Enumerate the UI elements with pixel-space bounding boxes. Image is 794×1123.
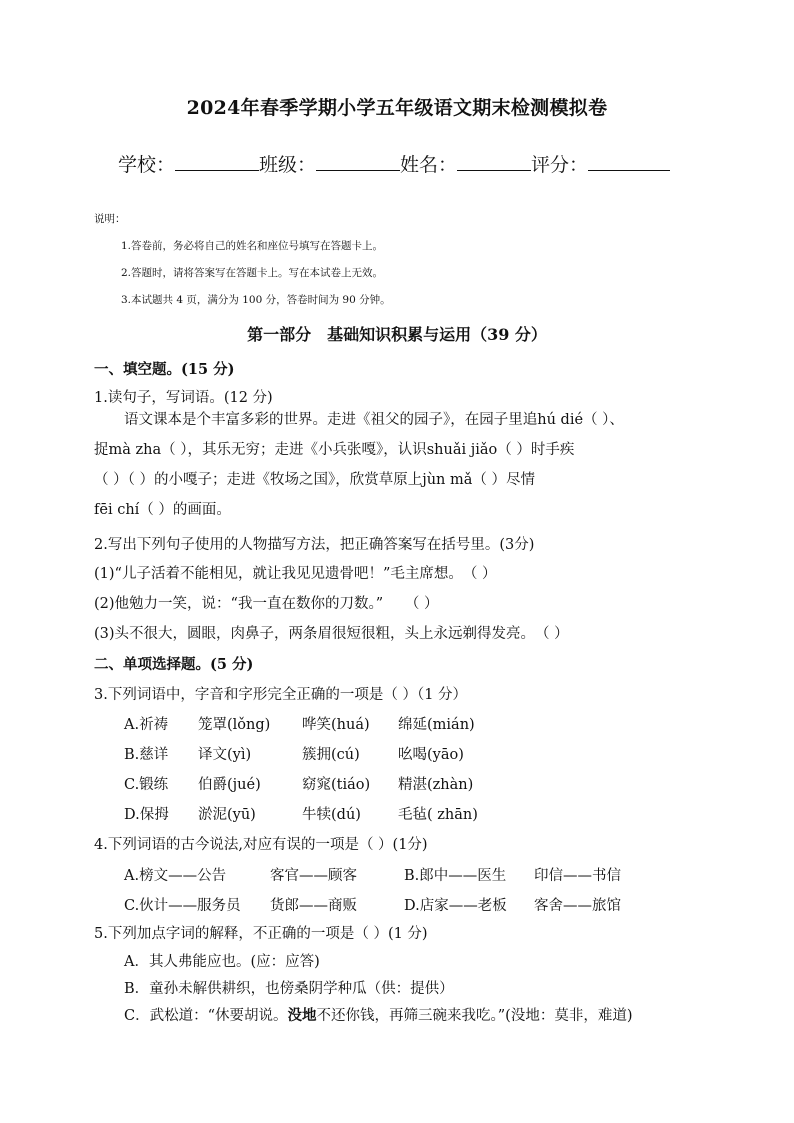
option-line [124,1004,633,1025]
option-text: C．武松道：“休要胡说。 [124,1008,288,1024]
exam-title: 2024年春季学期小学五年级语文期末检测模拟卷 [186,97,608,119]
option-label: D.保拇 [124,807,169,823]
option-pair: D.店家——老板 [404,898,507,914]
option-line: A．其人弗能应也。(应：应答) [124,954,320,970]
option-pair: C.伙计——服务员 [124,898,241,914]
option-word: 窈窕(tiáo) [302,777,371,793]
question-item: (3)头不很大，圆眼，肉鼻子，两条眉很短很粗，头上永远剃得发亮。 （ ） [94,626,569,642]
option-pair: 货郎——商贩 [270,898,357,914]
class-field[interactable] [316,150,400,171]
question-title: 1.读句子，写词语。(12 分) [94,390,273,406]
part-heading: 第一部分 基础知识积累与运用（39 分） [247,325,547,344]
option-word: 毛毡( zhān) [398,807,478,823]
passage-line: 捉mà zha（ ），其乐无穷；走进《小兵张嘎》，认识shuǎi jiǎo（ ）时手疾 [94,442,575,458]
option-pair: 印信——书信 [534,868,621,884]
section-heading: 二、单项选择题。(5 分) [94,656,254,673]
option-word: 伯爵(jué) [198,777,261,793]
passage-line: fēi chí（ ）的画面。 [94,502,231,518]
name-field[interactable] [457,150,531,171]
option-label: A.祈祷 [124,717,169,733]
option-word: 绵延(mián) [398,717,475,733]
option-label: B.慈详 [124,747,169,763]
option-pair: 客官——顾客 [270,868,357,884]
option-word: 淤泥(yū) [198,807,256,823]
question-item: (1)“儿子活着不能相见，就让我见见遗骨吧！”毛主席想。 （ ） [94,566,497,582]
option-word: 精湛(zhàn) [398,777,474,793]
question-title: 4.下列词语的古今说法,对应有误的一项是（ ）(1分) [94,837,428,853]
option-word: 笼罩(lǒng) [198,717,271,733]
option-line: B．童孙未解供耕织，也傍桑阴学种瓜（供：提供） [124,981,454,997]
note-item: 2.答题时，请将答案写在答题卡上。写在本试卷上无效。 [121,267,384,279]
option-text: 不还你钱，再筛三碗来我吃。”(没地：莫非，难道) [316,1008,633,1024]
option-label: C.锻练 [124,777,169,793]
option-word: 吆喝(yāo) [398,747,464,763]
note-item: 3.本试题共 4 页，满分为 100 分，答卷时间为 90 分钟。 [121,294,391,306]
school-label: 学校： [118,154,176,176]
score-label: 评分： [531,154,589,176]
question-title: 3.下列词语中，字音和字形完全正确的一项是（ ）（1 分） [94,687,468,703]
section-heading: 一、填空题。(15 分) [94,361,235,378]
school-field[interactable] [175,150,259,171]
notes-heading: 说明： [94,213,126,225]
option-word: 簇拥(cú) [302,747,360,763]
option-pair: 客舍——旅馆 [534,898,621,914]
option-pair: A.榜文——公告 [124,868,227,884]
passage-line: （ ）（ ）的小嘎子；走进《牧场之国》，欣赏草原上jùn mǎ（ ）尽情 [94,472,536,488]
question-title: 5.下列加点字词的解释，不正确的一项是（ ）(1 分) [94,926,428,942]
question-item: (2)他勉力一笑，说：“我一直在数你的刀数。” （ ） [94,596,439,612]
option-word: 译文(yì) [198,747,252,763]
emphasized-word: 没地 [287,1007,317,1024]
class-label: 班级： [259,154,317,176]
option-word: 哗笑(huá) [302,717,370,733]
option-pair: B.郎中——医生 [404,868,507,884]
question-title: 2.写出下列句子使用的人物描写方法，把正确答案写在括号里。(3分) [94,537,535,553]
score-field[interactable] [588,150,670,171]
student-info-row [118,150,670,177]
passage-line: 语文课本是个丰富多彩的世界。走进《祖父的园子》，在园子里追hú dié（ ）、 [124,412,624,428]
note-item: 1.答卷前，务必将自己的姓名和座位号填写在答题卡上。 [121,240,384,252]
option-word: 牛犊(dú) [302,807,361,823]
name-label: 姓名： [400,154,458,176]
